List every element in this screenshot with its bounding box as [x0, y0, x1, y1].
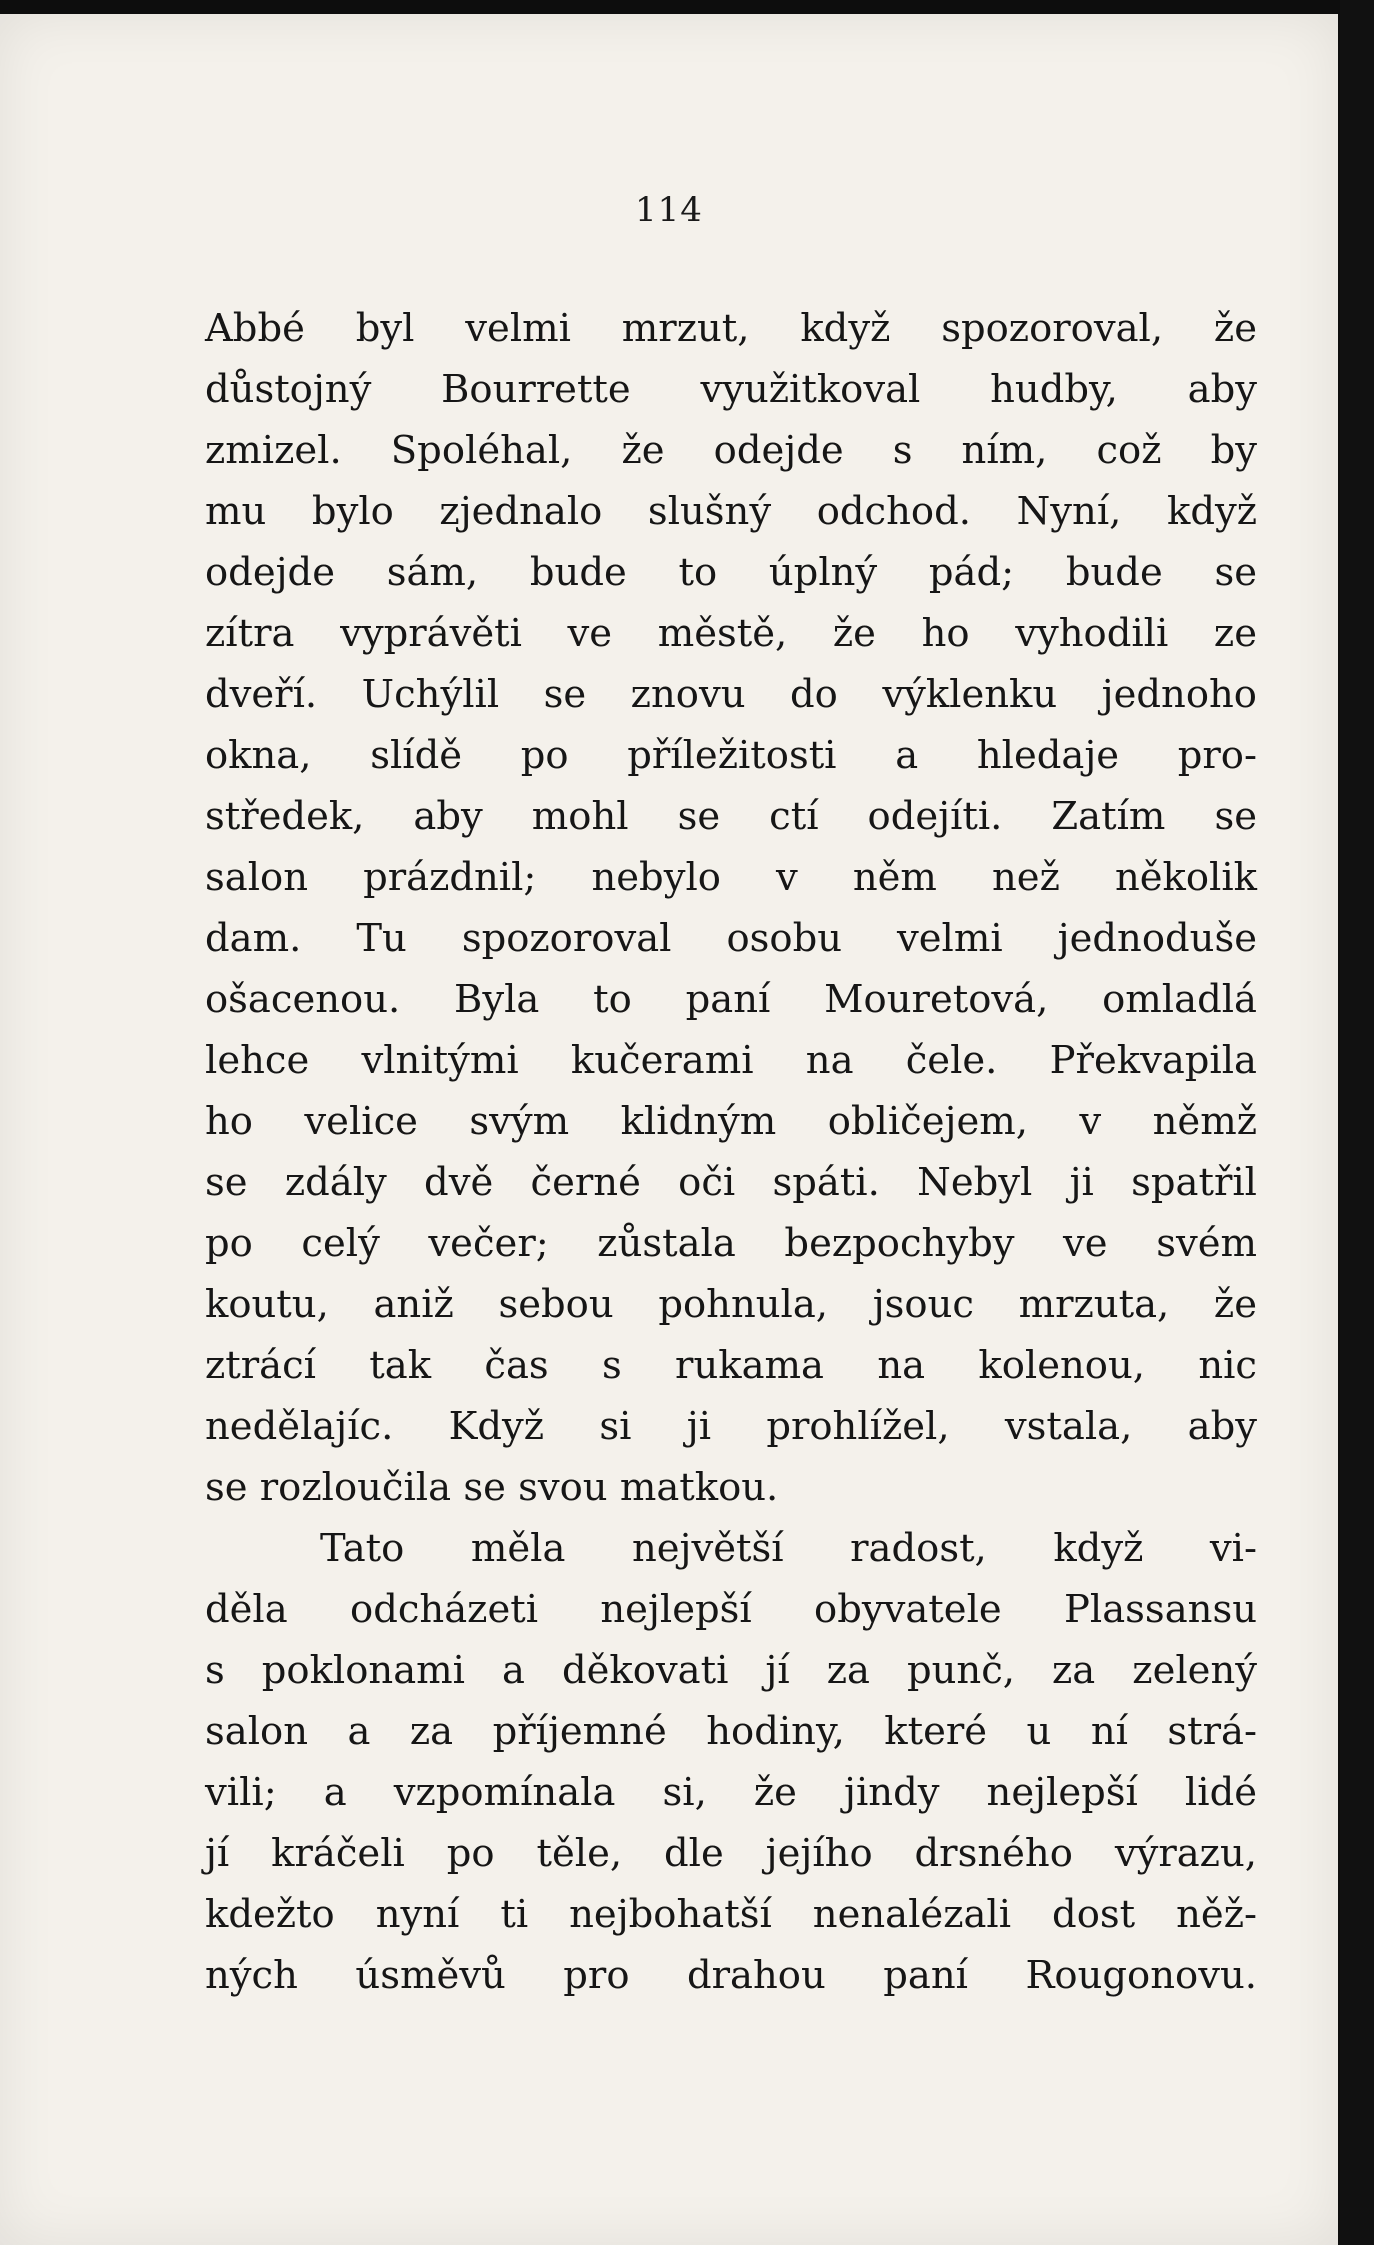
- page-number: 114: [635, 190, 703, 230]
- text-line: salon a za příjemné hodiny, které u ní strá-: [205, 1709, 1257, 1754]
- paragraph-end-line: se rozloučila se svou matkou.: [205, 1465, 779, 1510]
- text-line: koutu, aniž sebou pohnula, jsouc mrzuta, že: [205, 1282, 1257, 1327]
- text-line: ošacenou. Byla to paní Mouretová, omladlá: [205, 977, 1257, 1022]
- text-line: dam. Tu spozoroval osobu velmi jednoduše: [205, 916, 1257, 961]
- text-line: Abbé byl velmi mrzut, když spozoroval, že: [205, 306, 1257, 351]
- text-line: kdežto nyní ti nejbohatší nenalézali dost něž-: [205, 1892, 1257, 1937]
- text-line: nedělajíc. Když si ji prohlížel, vstala, aby: [205, 1404, 1257, 1449]
- text-line: důstojný Bourrette využitkoval hudby, aby: [205, 367, 1257, 412]
- text-line: zítra vyprávěti ve městě, že ho vyhodili ze: [205, 611, 1257, 656]
- text-line: dveří. Uchýlil se znovu do výklenku jednoho: [205, 672, 1257, 717]
- text-line: salon prázdnil; nebylo v něm než několik: [205, 855, 1257, 900]
- book-page: [0, 14, 1338, 2245]
- text-line: vili; a vzpomínala si, že jindy nejlepší lidé: [205, 1770, 1257, 1815]
- text-line: zmizel. Spoléhal, že odejde s ním, což by: [205, 428, 1257, 473]
- text-line: středek, aby mohl se ctí odejíti. Zatím se: [205, 794, 1257, 839]
- text-line: ztrácí tak čas s rukama na kolenou, nic: [205, 1343, 1257, 1388]
- scan-border: [1340, 0, 1374, 2245]
- text-line: ných úsměvů pro drahou paní Rougonovu.: [205, 1953, 1257, 1998]
- text-line: jí kráčeli po těle, dle jejího drsného výrazu,: [205, 1831, 1257, 1876]
- text-line: lehce vlnitými kučerami na čele. Překvapila: [205, 1038, 1257, 1083]
- text-line: ho velice svým klidným obličejem, v němž: [205, 1099, 1257, 1144]
- text-line: mu bylo zjednalo slušný odchod. Nyní, když: [205, 489, 1257, 534]
- text-line: odejde sám, bude to úplný pád; bude se: [205, 550, 1257, 595]
- text-line: po celý večer; zůstala bezpochyby ve svém: [205, 1221, 1257, 1266]
- text-line: se zdály dvě černé oči spáti. Nebyl ji spatřil: [205, 1160, 1257, 1205]
- text-line: s poklonami a děkovati jí za punč, za zelený: [205, 1648, 1257, 1693]
- body-text: [205, 298, 1257, 2006]
- text-line: děla odcházeti nejlepší obyvatele Plassansu: [205, 1587, 1257, 1632]
- paragraph-start-line: Tato měla největší radost, když vi-: [320, 1526, 1257, 1571]
- text-line: okna, slídě po příležitosti a hledaje pro-: [205, 733, 1257, 778]
